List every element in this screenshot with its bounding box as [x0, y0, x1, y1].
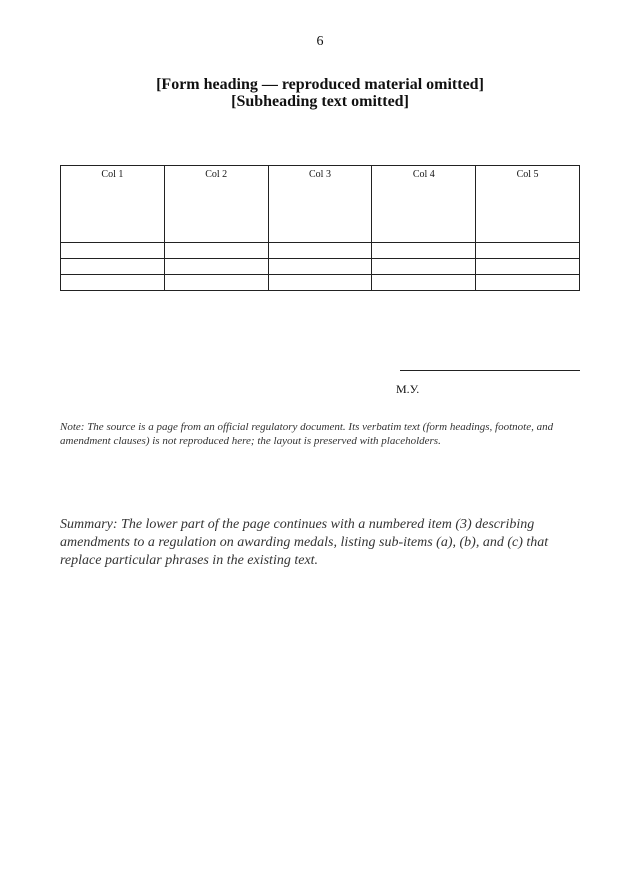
form-table: [60, 165, 580, 291]
signature-line: [400, 370, 580, 371]
form-subtitle-line: [Subheading text omitted]: [231, 93, 409, 110]
table-row: [61, 243, 580, 259]
summary-paragraph: Summary: The lower part of the page continues with a numbered item (3) describing amendments to a regulation on awarding medals, listing sub-items (a), (b), and (c) that replace particular phrases in the existing text.: [60, 517, 549, 568]
header-cell: Col 5: [476, 166, 580, 243]
data-table: [60, 165, 580, 291]
omission-notice: Note: The source is a page from an official regulatory document. Its verbatim text (form headings, footnote, and amendment clauses) is not reproduced here; the layout is preserved with placeholders.: [60, 421, 554, 447]
table-row: [61, 275, 580, 291]
header-cell: Col 3: [268, 166, 372, 243]
table-row: [61, 259, 580, 275]
header-cell: Col 1: [61, 166, 165, 243]
table-header-row: [61, 166, 580, 243]
form-title: [60, 76, 580, 110]
header-cell: Col 4: [372, 166, 476, 243]
header-cell: Col 2: [164, 166, 268, 243]
form-title-line: [Form heading — reproduced material omitted]: [156, 76, 484, 93]
seal-mark: М.У.: [396, 382, 420, 396]
body-summary: [60, 516, 580, 580]
page-number: 6: [316, 34, 324, 49]
